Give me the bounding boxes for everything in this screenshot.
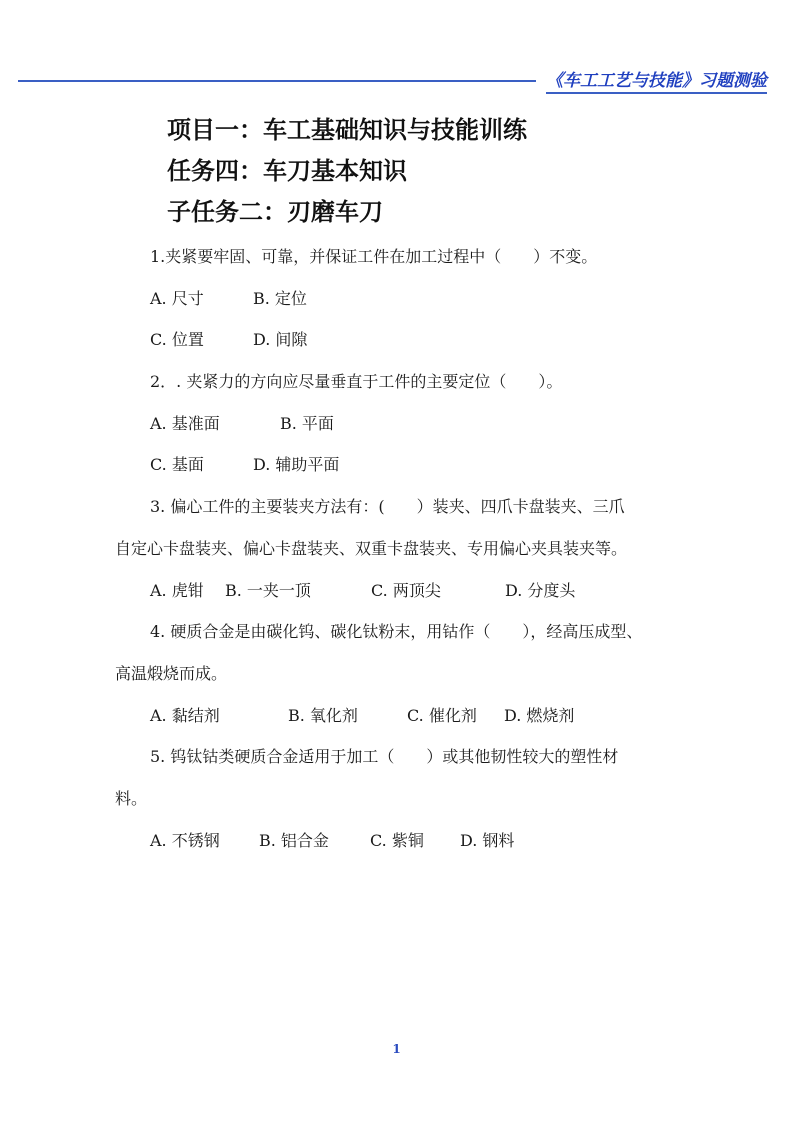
option-b: B. 氧化剂 [288,705,358,725]
option-c: C. 两顶尖 [371,580,441,600]
question-3-text-line1: 3. 偏心工件的主要装夹方法有：( ）装夹、四爪卡盘装夹、三爪 [150,497,625,517]
question-1-options-row2 [115,319,705,361]
question-4-options [115,695,705,737]
question-4-text-line2: 高温煅烧而成。 [115,663,228,683]
task-heading: 任务四：车刀基本知识 [167,157,407,185]
question-3-options [115,570,705,612]
header-rule [18,80,536,82]
option-b: B. 一夹一顶 [225,580,311,600]
option-b: B. 平面 [280,413,334,433]
question-list [115,236,705,861]
option-a: A. 虎钳 [150,580,204,600]
question-2-options-row1 [115,403,705,445]
option-d: D. 辅助平面 [253,455,340,475]
option-a: A. 基准面 [150,413,220,433]
option-d: D. 间隙 [253,330,308,350]
option-b: B. 铝合金 [259,830,329,850]
question-5-options [115,820,705,862]
section-headings [167,110,527,233]
subtask-heading: 子任务二：刃磨车刀 [167,198,383,226]
option-a: A. 不锈钢 [150,830,220,850]
option-c: C. 紫铜 [370,830,424,850]
header-title: 《车工工艺与技能》习题测验 [546,66,767,94]
question-5-text-line1: 5. 钨钛钴类硬质合金适用于加工（ ）或其他韧性较大的塑性材 [150,747,619,767]
option-c: C. 催化剂 [407,705,477,725]
option-c: C. 基面 [150,455,204,475]
option-c: C. 位置 [150,330,204,350]
question-1-text: 1.夹紧要牢固、可靠，并保证工件在加工过程中（ ）不变。 [150,247,598,266]
option-d: D. 分度头 [505,580,576,600]
question-4-text-line1: 4. 硬质合金是由碳化钨、碳化钛粉末，用钴作（ ），经高压成型、 [150,622,643,642]
option-d: D. 燃烧剂 [504,705,575,725]
page-number: 1 [392,1042,401,1056]
option-a: A. 黏结剂 [150,705,220,725]
option-a: A. 尺寸 [150,288,204,308]
option-d: D. 钢料 [460,830,515,850]
question-5-text-line2: 料。 [115,788,148,808]
option-b: B. 定位 [253,288,307,308]
question-1-options-row1 [115,278,705,320]
project-heading: 项目一：车工基础知识与技能训练 [167,116,527,144]
question-2-text: 2．. 夹紧力的方向应尽量垂直于工件的主要定位（ ）。 [150,372,563,392]
question-2-options-row2 [115,444,705,486]
question-3-text-line2: 自定心卡盘装夹、偏心卡盘装夹、双重卡盘装夹、专用偏心夹具装夹等。 [115,538,628,558]
